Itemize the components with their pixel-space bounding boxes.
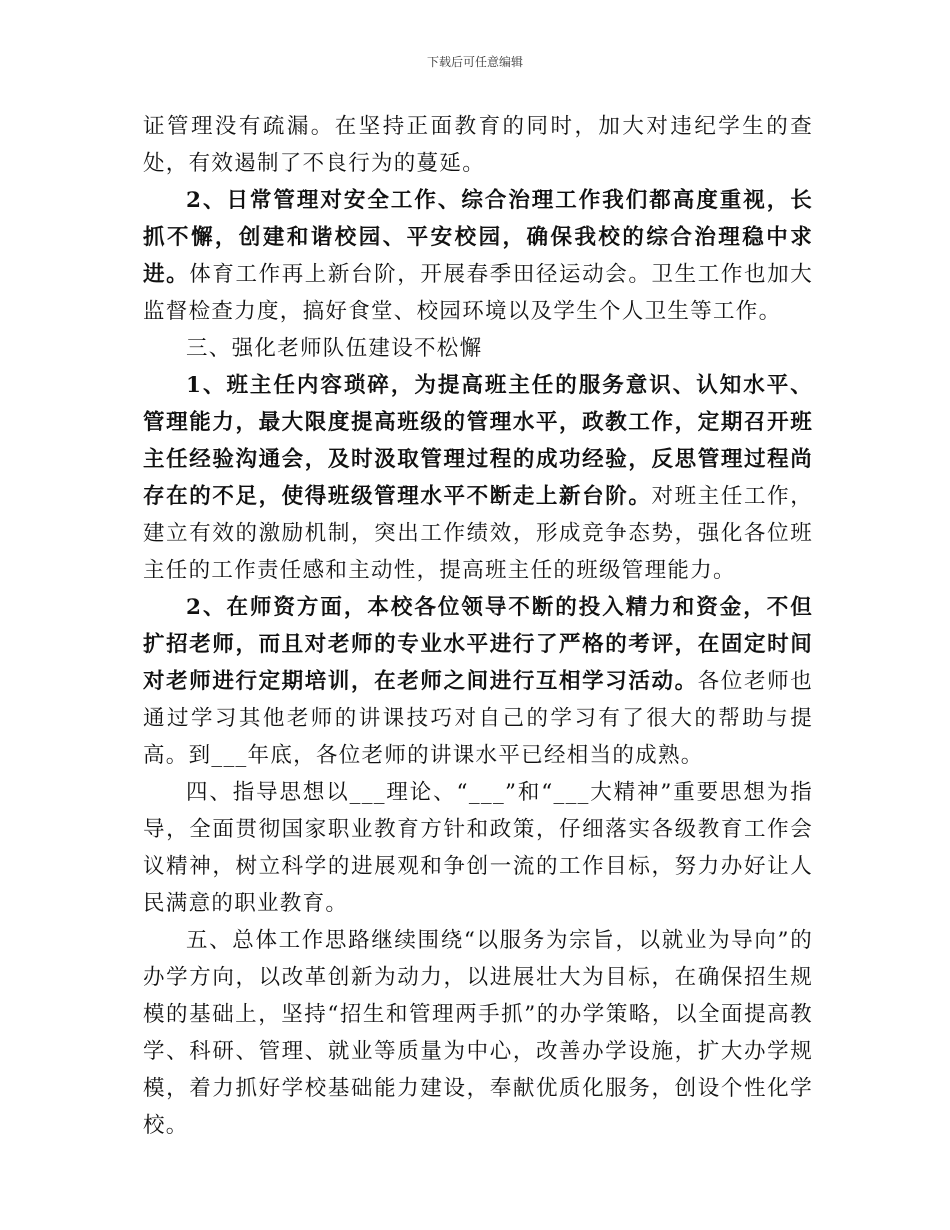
paragraph-6 (143, 774, 813, 922)
paragraph-5 (143, 589, 813, 774)
section-heading-3 (143, 330, 813, 367)
paragraph-4 (143, 367, 813, 589)
document-body (143, 108, 813, 1144)
paragraph-2-text: 体育工作再上新台阶，开展春季田径运动会。卫生工作也加大监督检查力度，搞好食堂、校园环境以及学生个人卫生等工作。 (143, 262, 813, 324)
paragraph-2-bold: 2、日常管理对安全工作、综合治理工作我们都高度重视，长抓不懈，创建和谐校园、平安校园，确保我校的综合治理稳中求进。 (143, 188, 813, 287)
page-header: 下载后可任意编辑 (426, 55, 523, 69)
paragraph-5-bold: 2、在师资方面，本校各位领导不断的投入精力和资金，不但扩招老师，而且对老师的专业水平进行了严格的考评，在固定时间对老师进行定期培训，在老师之间进行互相学习活动。 (143, 595, 813, 694)
paragraph-2 (143, 182, 813, 330)
paragraph-1-text: 证管理没有疏漏。在坚持正面教育的同时，加大对违纪学生的查处，有效遏制了不良行为的蔓延。 (143, 114, 813, 176)
paragraph-4-text: 对班主任工作，建立有效的激励机制，突出工作绩效，形成竞争态势，强化各位班主任的工作责任感和主动性，提高班主任的班级管理能力。 (143, 484, 813, 583)
paragraph-3-text: 三、强化老师队伍建设不松懈 (186, 336, 483, 361)
paragraph-7-text: 五、总体工作思路继续围绕“以服务为宗旨，以就业为导向”的办学方向，以改革创新为动力，以进展壮大为目标，在确保招生规模的基础上，坚持“招生和管理两手抓”的办学策略，以全面提高教学、科研、管理、就业等质量为中心，改善办学设施，扩大办学规模，着力抓好学校基础能力建设，奉献优质化服务，创设个性化学校。 (143, 928, 813, 1138)
paragraph-4-bold: 1、班主任内容琐碎，为提高班主任的服务意识、认知水平、管理能力，最大限度提高班级的管理水平，政教工作，定期召开班主任经验沟通会，及时汲取管理过程的成功经验，反思管理过程尚存在的不足，使得班级管理水平不断走上新台阶。 (143, 373, 813, 509)
paragraph-1 (143, 108, 813, 182)
paragraph-6-text: 四、指导思想以___理论、“___”和“___大精神”重要思想为指导，全面贯彻国家职业教育方针和政策，仔细落实各级教育工作会议精神，树立科学的进展观和争创一流的工作目标，努力办好让人民满意的职业教育。 (143, 780, 813, 916)
paragraph-5-text: 各位老师也通过学习其他老师的讲课技巧对自己的学习有了很大的帮助与提高。到___年底，各位老师的讲课水平已经相当的成熟。 (143, 669, 813, 768)
paragraph-7 (143, 922, 813, 1144)
